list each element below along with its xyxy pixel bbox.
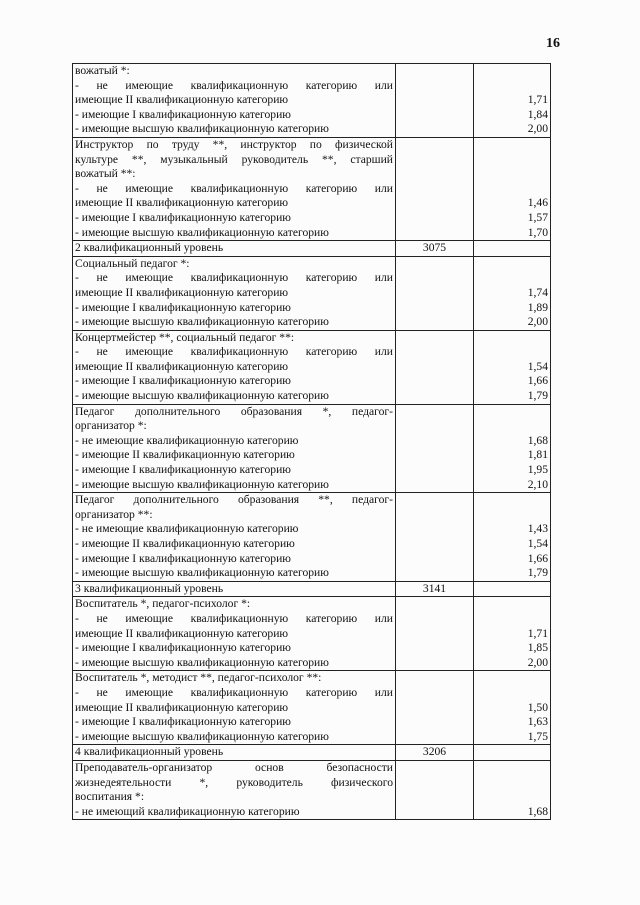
description-line: - имеющие высшую квалификационную категорию (75, 225, 329, 239)
coefficient-value: 1,74 (527, 285, 548, 299)
description-line: Социальный педагог *: (75, 256, 190, 270)
coefficient-value (476, 419, 548, 434)
coefficient-cell (474, 760, 551, 819)
description-line: - имеющие высшую квалификационную категорию (75, 315, 329, 329)
position-group-row (73, 671, 551, 745)
coefficient-cell (474, 137, 551, 240)
coefficient-value: 2,00 (527, 655, 548, 669)
description-line: - не имеющие квалификационную категорию или (75, 685, 393, 699)
coefficient-value: 1,89 (527, 300, 548, 314)
salary-cell-empty (396, 760, 474, 819)
position-description (73, 137, 396, 240)
position-description (73, 760, 396, 819)
level-coefficient-empty (474, 581, 551, 597)
description-line: - не имеющие квалификационную категорию или (75, 181, 393, 195)
level-coefficient-empty (474, 241, 551, 257)
position-group-row (73, 597, 551, 671)
coefficient-value: 1,54 (527, 359, 548, 373)
description-line: культуре **, музыкальный руководитель **, старший (75, 152, 393, 166)
coefficient-cell (474, 597, 551, 671)
coefficient-value (476, 331, 548, 346)
coefficient-value: 1,43 (527, 522, 548, 536)
coefficient-value (476, 790, 548, 805)
salary-cell-empty (396, 597, 474, 671)
position-group-row (73, 760, 551, 819)
coefficient-value: 1,85 (527, 641, 548, 655)
description-line: - не имеющие квалификационную категорию или (75, 611, 393, 625)
coefficient-value (476, 776, 548, 791)
position-description (73, 330, 396, 404)
coefficient-value (476, 79, 548, 94)
position-description (73, 256, 396, 330)
salary-cell-empty (396, 330, 474, 404)
position-description (73, 493, 396, 582)
salary-cell-empty (396, 64, 474, 138)
position-description (73, 671, 396, 745)
description-line: вожатый *: (75, 64, 130, 77)
description-line: организатор *: (75, 419, 147, 433)
coefficient-value: 1,68 (527, 433, 548, 447)
coefficient-value: 1,68 (527, 804, 548, 818)
description-line: - имеющие I квалификационную категорию (75, 300, 291, 314)
position-group-row (73, 256, 551, 330)
position-group-row (73, 404, 551, 493)
coefficient-value: 1,75 (527, 729, 548, 743)
coefficient-cell (474, 493, 551, 582)
description-line: Воспитатель *, педагог-психолог *: (75, 597, 251, 611)
description-line: - имеющие высшую квалификационную категорию (75, 122, 329, 136)
description-line: жизнедеятельности *, руководитель физического (75, 775, 393, 789)
description-line: - имеющие I квалификационную категорию (75, 210, 291, 224)
description-line: - имеющие I квалификационную категорию (75, 374, 291, 388)
qualification-level-row (73, 745, 551, 761)
description-line: Педагог дополнительного образования **, педагог- (75, 493, 393, 507)
position-group-row (73, 64, 551, 138)
description-line: - имеющие высшую квалификационную категорию (75, 655, 329, 669)
description-line: - не имеющие квалификационную категорию (75, 433, 299, 447)
coefficient-value: 1,54 (527, 537, 548, 550)
description-line: воспитания *: (75, 790, 145, 804)
coefficient-value (476, 138, 548, 153)
coefficient-value (476, 64, 548, 79)
description-line: - имеющие II квалификационную категорию (75, 448, 295, 462)
coefficient-value: 1,84 (527, 107, 548, 121)
coefficient-value (476, 153, 548, 168)
coefficient-cell (474, 404, 551, 493)
position-description (73, 64, 396, 138)
description-line: имеющие II квалификационную категорию (75, 700, 289, 714)
position-description (73, 404, 396, 493)
coefficient-value: 1,66 (527, 374, 548, 388)
salary-cell-empty (396, 404, 474, 493)
coefficient-value (476, 271, 548, 286)
position-description (73, 597, 396, 671)
description-line: имеющие II квалификационную категорию (75, 196, 289, 210)
description-line: - имеющие высшую квалификационную категорию (75, 477, 329, 491)
salary-cell-empty (396, 671, 474, 745)
coefficient-value: 2,10 (527, 477, 548, 491)
qualification-level-row (73, 241, 551, 257)
coefficient-value (476, 671, 548, 686)
description-line: Инструктор по труду **, инструктор по физической (75, 137, 393, 151)
page-number: 16 (546, 36, 560, 51)
level-salary: 3206 (396, 745, 474, 761)
description-line: имеющие II квалификационную категорию (75, 93, 289, 107)
description-line: - не имеющие квалификационную категорию (75, 522, 299, 536)
coefficient-value (476, 257, 548, 272)
coefficient-value: 1,79 (527, 389, 548, 403)
level-title: 3 квалификационный уровень (73, 581, 396, 597)
coefficient-value (476, 686, 548, 701)
qualification-level-row (73, 581, 551, 597)
coefficient-value (476, 508, 548, 523)
level-coefficient-empty (474, 745, 551, 761)
salary-cell-empty (396, 256, 474, 330)
position-group-row (73, 137, 551, 240)
description-line: имеющие II квалификационную категорию (75, 626, 289, 640)
coefficient-value: 1,66 (527, 551, 548, 565)
description-line: Концертмейстер **, социальный педагог **: (75, 330, 295, 344)
description-line: - не имеющие квалификационную категорию или (75, 78, 393, 92)
description-line: - не имеющие квалификационную категорию или (75, 271, 393, 285)
description-line: Педагог дополнительного образования *, педагог- (75, 404, 393, 418)
coefficient-value (476, 761, 548, 776)
coefficient-value (476, 405, 548, 420)
description-line: - имеющие II квалификационную категорию (75, 537, 295, 550)
description-line: вожатый **: (75, 167, 136, 181)
salary-cell-empty (396, 493, 474, 582)
position-group-row (73, 330, 551, 404)
description-line: - имеющие I квалификационную категорию (75, 715, 291, 729)
position-group-row (73, 493, 551, 582)
description-line: Воспитатель *, методист **, педагог-психолог **: (75, 671, 322, 685)
description-line: - имеющие I квалификационную категорию (75, 641, 291, 655)
coefficient-value (476, 493, 548, 508)
coefficient-value: 1,50 (527, 700, 548, 714)
coefficient-value: 1,81 (527, 448, 548, 462)
salary-table (72, 63, 551, 820)
coefficient-value (476, 597, 548, 612)
table-body (73, 64, 551, 820)
coefficient-cell (474, 671, 551, 745)
level-title: 4 квалификационный уровень (73, 745, 396, 761)
coefficient-value: 1,95 (527, 463, 548, 477)
description-line: - имеющие I квалификационную категорию (75, 551, 291, 565)
coefficient-cell (474, 330, 551, 404)
description-line: организатор **: (75, 507, 153, 521)
coefficient-value (476, 612, 548, 627)
salary-cell-empty (396, 137, 474, 240)
coefficient-value: 1,71 (527, 93, 548, 107)
description-line: - имеющие высшую квалификационную категорию (75, 729, 329, 743)
coefficient-value: 1,63 (527, 715, 548, 729)
coefficient-cell (474, 64, 551, 138)
coefficient-cell (474, 256, 551, 330)
coefficient-value (476, 345, 548, 360)
coefficient-value (476, 167, 548, 182)
level-salary: 3075 (396, 241, 474, 257)
coefficient-value: 2,00 (527, 122, 548, 136)
description-line: Преподаватель-организатор основ безопасности (75, 760, 393, 774)
description-line: - не имеющий квалификационную категорию (75, 804, 300, 818)
description-line: имеющие II квалификационную категорию (75, 359, 289, 373)
description-line: - имеющие I квалификационную категорию (75, 107, 291, 121)
coefficient-value: 1,70 (527, 225, 548, 239)
description-line: - имеющие высшую квалификационную категорию (75, 566, 329, 580)
coefficient-value (476, 182, 548, 197)
coefficient-value: 1,57 (527, 210, 548, 224)
description-line: - не имеющие квалификационную категорию или (75, 345, 393, 359)
coefficient-value: 1,46 (527, 196, 548, 210)
description-line: имеющие II квалификационную категорию (75, 285, 289, 299)
level-title: 2 квалификационный уровень (73, 241, 396, 257)
description-line: - имеющие I квалификационную категорию (75, 463, 291, 477)
coefficient-value: 1,79 (527, 566, 548, 580)
coefficient-value: 1,71 (527, 626, 548, 640)
level-salary: 3141 (396, 581, 474, 597)
coefficient-value: 2,00 (527, 315, 548, 329)
description-line: - имеющие высшую квалификационную категорию (75, 389, 329, 403)
